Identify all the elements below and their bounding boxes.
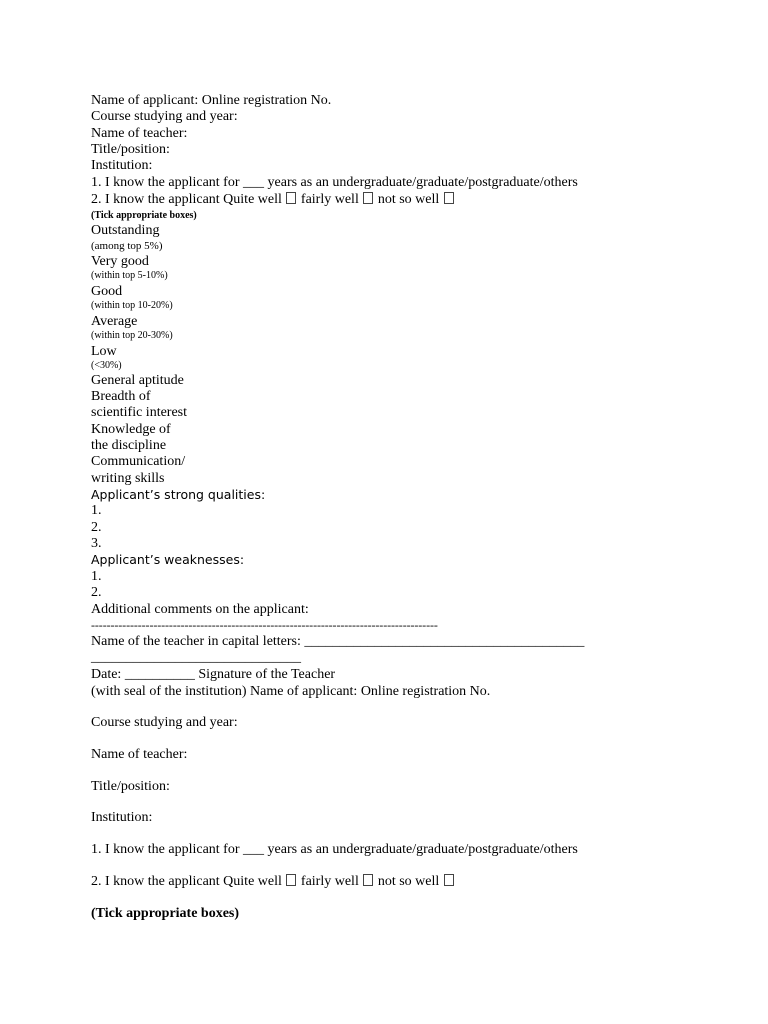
criterion-communication: Communication/: [91, 454, 186, 469]
criterion-scientific-interest: scientific interest: [91, 405, 188, 420]
criterion-general-aptitude: General aptitude: [91, 373, 184, 388]
not-so-well-checkbox[interactable]: [444, 874, 454, 886]
date-signature-line: Date: __________ Signature of the Teacher: [91, 667, 336, 682]
teacher-name-label-2: Name of teacher:: [91, 747, 188, 762]
strong-qualities-heading: Applicant’s strong qualities:: [91, 487, 266, 502]
tick-boxes-note: (Tick appropriate boxes): [91, 210, 197, 221]
rating-very-good: Very good: [91, 254, 149, 269]
course-studying-year-2: Course studying and year:: [91, 715, 238, 730]
teacher-name-label: Name of teacher:: [91, 126, 188, 141]
criterion-writing-skills: writing skills: [91, 471, 165, 486]
rating-average: Average: [91, 314, 138, 329]
strong-quality-item: 3.: [91, 536, 102, 551]
additional-comments-label: Additional comments on the applicant:: [91, 602, 309, 617]
rating-low-range: (<30%): [91, 360, 122, 371]
know-applicant-how-well: [91, 192, 455, 208]
rating-very-good-range: (within top 5-10%): [91, 270, 168, 281]
fairly-well-checkbox[interactable]: [363, 874, 373, 886]
criterion-discipline: the discipline: [91, 438, 167, 453]
fairly-well-checkbox[interactable]: [363, 192, 373, 204]
criterion-knowledge: Knowledge of: [91, 422, 171, 437]
quite-well-text: 2. I know the applicant Quite well: [91, 874, 282, 889]
know-applicant-how-well-2: [91, 874, 455, 890]
rating-low: Low: [91, 344, 117, 359]
weakness-item: 1.: [91, 569, 102, 584]
rating-average-range: (within top 20-30%): [91, 330, 173, 341]
rating-outstanding-range: (among top 5%): [91, 240, 163, 252]
strong-quality-item: 2.: [91, 520, 102, 535]
weakness-item: 2.: [91, 585, 102, 600]
not-so-well-text: not so well: [377, 874, 440, 889]
know-applicant-years-2: 1. I know the applicant for ___ years as an undergraduate/graduate/postgraduate/others: [91, 842, 578, 857]
not-so-well-text: not so well: [377, 192, 440, 207]
quite-well-checkbox[interactable]: [286, 874, 296, 886]
quite-well-text: 2. I know the applicant Quite well: [91, 192, 282, 207]
title-position-label-2: Title/position:: [91, 779, 170, 794]
course-studying-year: Course studying and year:: [91, 109, 238, 124]
institution-label: Institution:: [91, 158, 153, 173]
rating-good-range: (within top 10-20%): [91, 300, 173, 311]
know-applicant-years: 1. I know the applicant for ___ years as an undergraduate/graduate/postgraduate/others: [91, 175, 578, 190]
applicant-name-registration: Name of applicant: Online registration No.: [91, 93, 332, 108]
rating-good: Good: [91, 284, 123, 299]
weaknesses-heading: Applicant’s weaknesses:: [91, 552, 245, 567]
rating-outstanding: Outstanding: [91, 223, 160, 238]
strong-quality-item: 1.: [91, 503, 102, 518]
quite-well-checkbox[interactable]: [286, 192, 296, 204]
title-position-label: Title/position:: [91, 142, 170, 157]
institution-label-2: Institution:: [91, 810, 153, 825]
criterion-breadth: Breadth of: [91, 389, 151, 404]
seal-and-applicant-line: (with seal of the institution) Name of applicant: Online registration No.: [91, 684, 491, 699]
signature-underline: ______________________________: [91, 650, 301, 665]
not-so-well-checkbox[interactable]: [444, 192, 454, 204]
fairly-well-text: fairly well: [300, 874, 359, 889]
teacher-name-capital-field: Name of the teacher in capital letters: ________________________________________: [91, 634, 585, 649]
fairly-well-text: fairly well: [300, 192, 359, 207]
dash-separator: -----------------------------------------------------------------------------------------: [91, 618, 438, 632]
tick-boxes-note-2: (Tick appropriate boxes): [91, 906, 240, 921]
